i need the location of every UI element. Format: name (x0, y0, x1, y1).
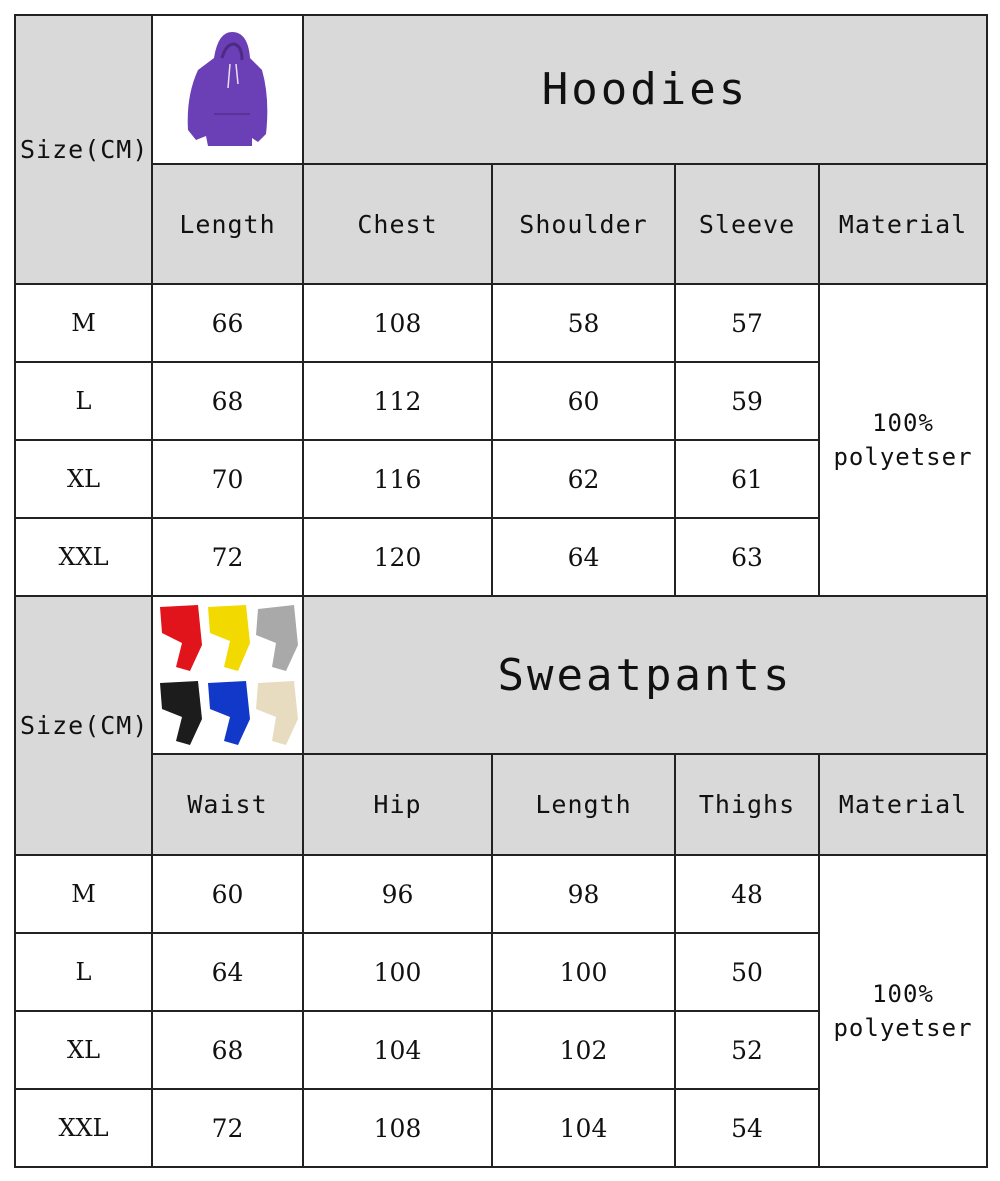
value-cell: 54 (675, 1089, 819, 1167)
material-name: polyetser (833, 443, 973, 471)
hoodies-material-cell (819, 284, 987, 596)
value-cell: 96 (303, 855, 492, 933)
value-cell: 108 (303, 284, 492, 362)
hoodies-col-length: Length (152, 164, 303, 284)
value-cell: 60 (152, 855, 303, 933)
value-cell: 59 (675, 362, 819, 440)
size-cell: XL (15, 1011, 152, 1089)
value-cell: 70 (152, 440, 303, 518)
table-row (15, 284, 987, 362)
value-cell: 62 (492, 440, 675, 518)
sweatpants-col-thighs: Thighs (675, 754, 819, 855)
value-cell: 104 (492, 1089, 675, 1167)
value-cell: 63 (675, 518, 819, 596)
sweatpants-title: Sweatpants (303, 596, 987, 754)
value-cell: 52 (675, 1011, 819, 1089)
value-cell: 102 (492, 1011, 675, 1089)
hoodie-icon (178, 18, 278, 162)
value-cell: 100 (303, 933, 492, 1011)
value-cell: 60 (492, 362, 675, 440)
sweatpants-col-hip: Hip (303, 754, 492, 855)
hoodies-col-shoulder: Shoulder (492, 164, 675, 284)
size-chart-table (14, 14, 988, 1168)
size-cell: XXL (15, 1089, 152, 1167)
hoodies-col-material: Material (819, 164, 987, 284)
value-cell: 68 (152, 362, 303, 440)
sweatpants-col-waist: Waist (152, 754, 303, 855)
value-cell: 64 (152, 933, 303, 1011)
size-cell: XL (15, 440, 152, 518)
sweatpants-col-length: Length (492, 754, 675, 855)
value-cell: 104 (303, 1011, 492, 1089)
sweatpants-col-material: Material (819, 754, 987, 855)
hoodies-size-label: Size(CM) (15, 15, 152, 284)
hoodies-title: Hoodies (303, 15, 987, 164)
material-percent: 100% (872, 980, 934, 1008)
hoodies-col-sleeve: Sleeve (675, 164, 819, 284)
value-cell: 48 (675, 855, 819, 933)
value-cell: 108 (303, 1089, 492, 1167)
sweatpants-image (152, 596, 303, 754)
value-cell: 72 (152, 518, 303, 596)
size-cell: M (15, 855, 152, 933)
table-row (15, 855, 987, 933)
value-cell: 116 (303, 440, 492, 518)
size-cell: L (15, 362, 152, 440)
hoodie-image (152, 15, 303, 164)
value-cell: 112 (303, 362, 492, 440)
value-cell: 50 (675, 933, 819, 1011)
size-cell: M (15, 284, 152, 362)
value-cell: 64 (492, 518, 675, 596)
sweatpants-material-cell (819, 855, 987, 1167)
value-cell: 61 (675, 440, 819, 518)
material-name: polyetser (833, 1014, 973, 1042)
value-cell: 72 (152, 1089, 303, 1167)
size-cell: XXL (15, 518, 152, 596)
size-cell: L (15, 933, 152, 1011)
value-cell: 57 (675, 284, 819, 362)
value-cell: 68 (152, 1011, 303, 1089)
sweatpants-icon (154, 599, 301, 751)
value-cell: 66 (152, 284, 303, 362)
value-cell: 120 (303, 518, 492, 596)
value-cell: 58 (492, 284, 675, 362)
sweatpants-size-label: Size(CM) (15, 596, 152, 855)
value-cell: 100 (492, 933, 675, 1011)
hoodies-col-chest: Chest (303, 164, 492, 284)
value-cell: 98 (492, 855, 675, 933)
material-percent: 100% (872, 409, 934, 437)
